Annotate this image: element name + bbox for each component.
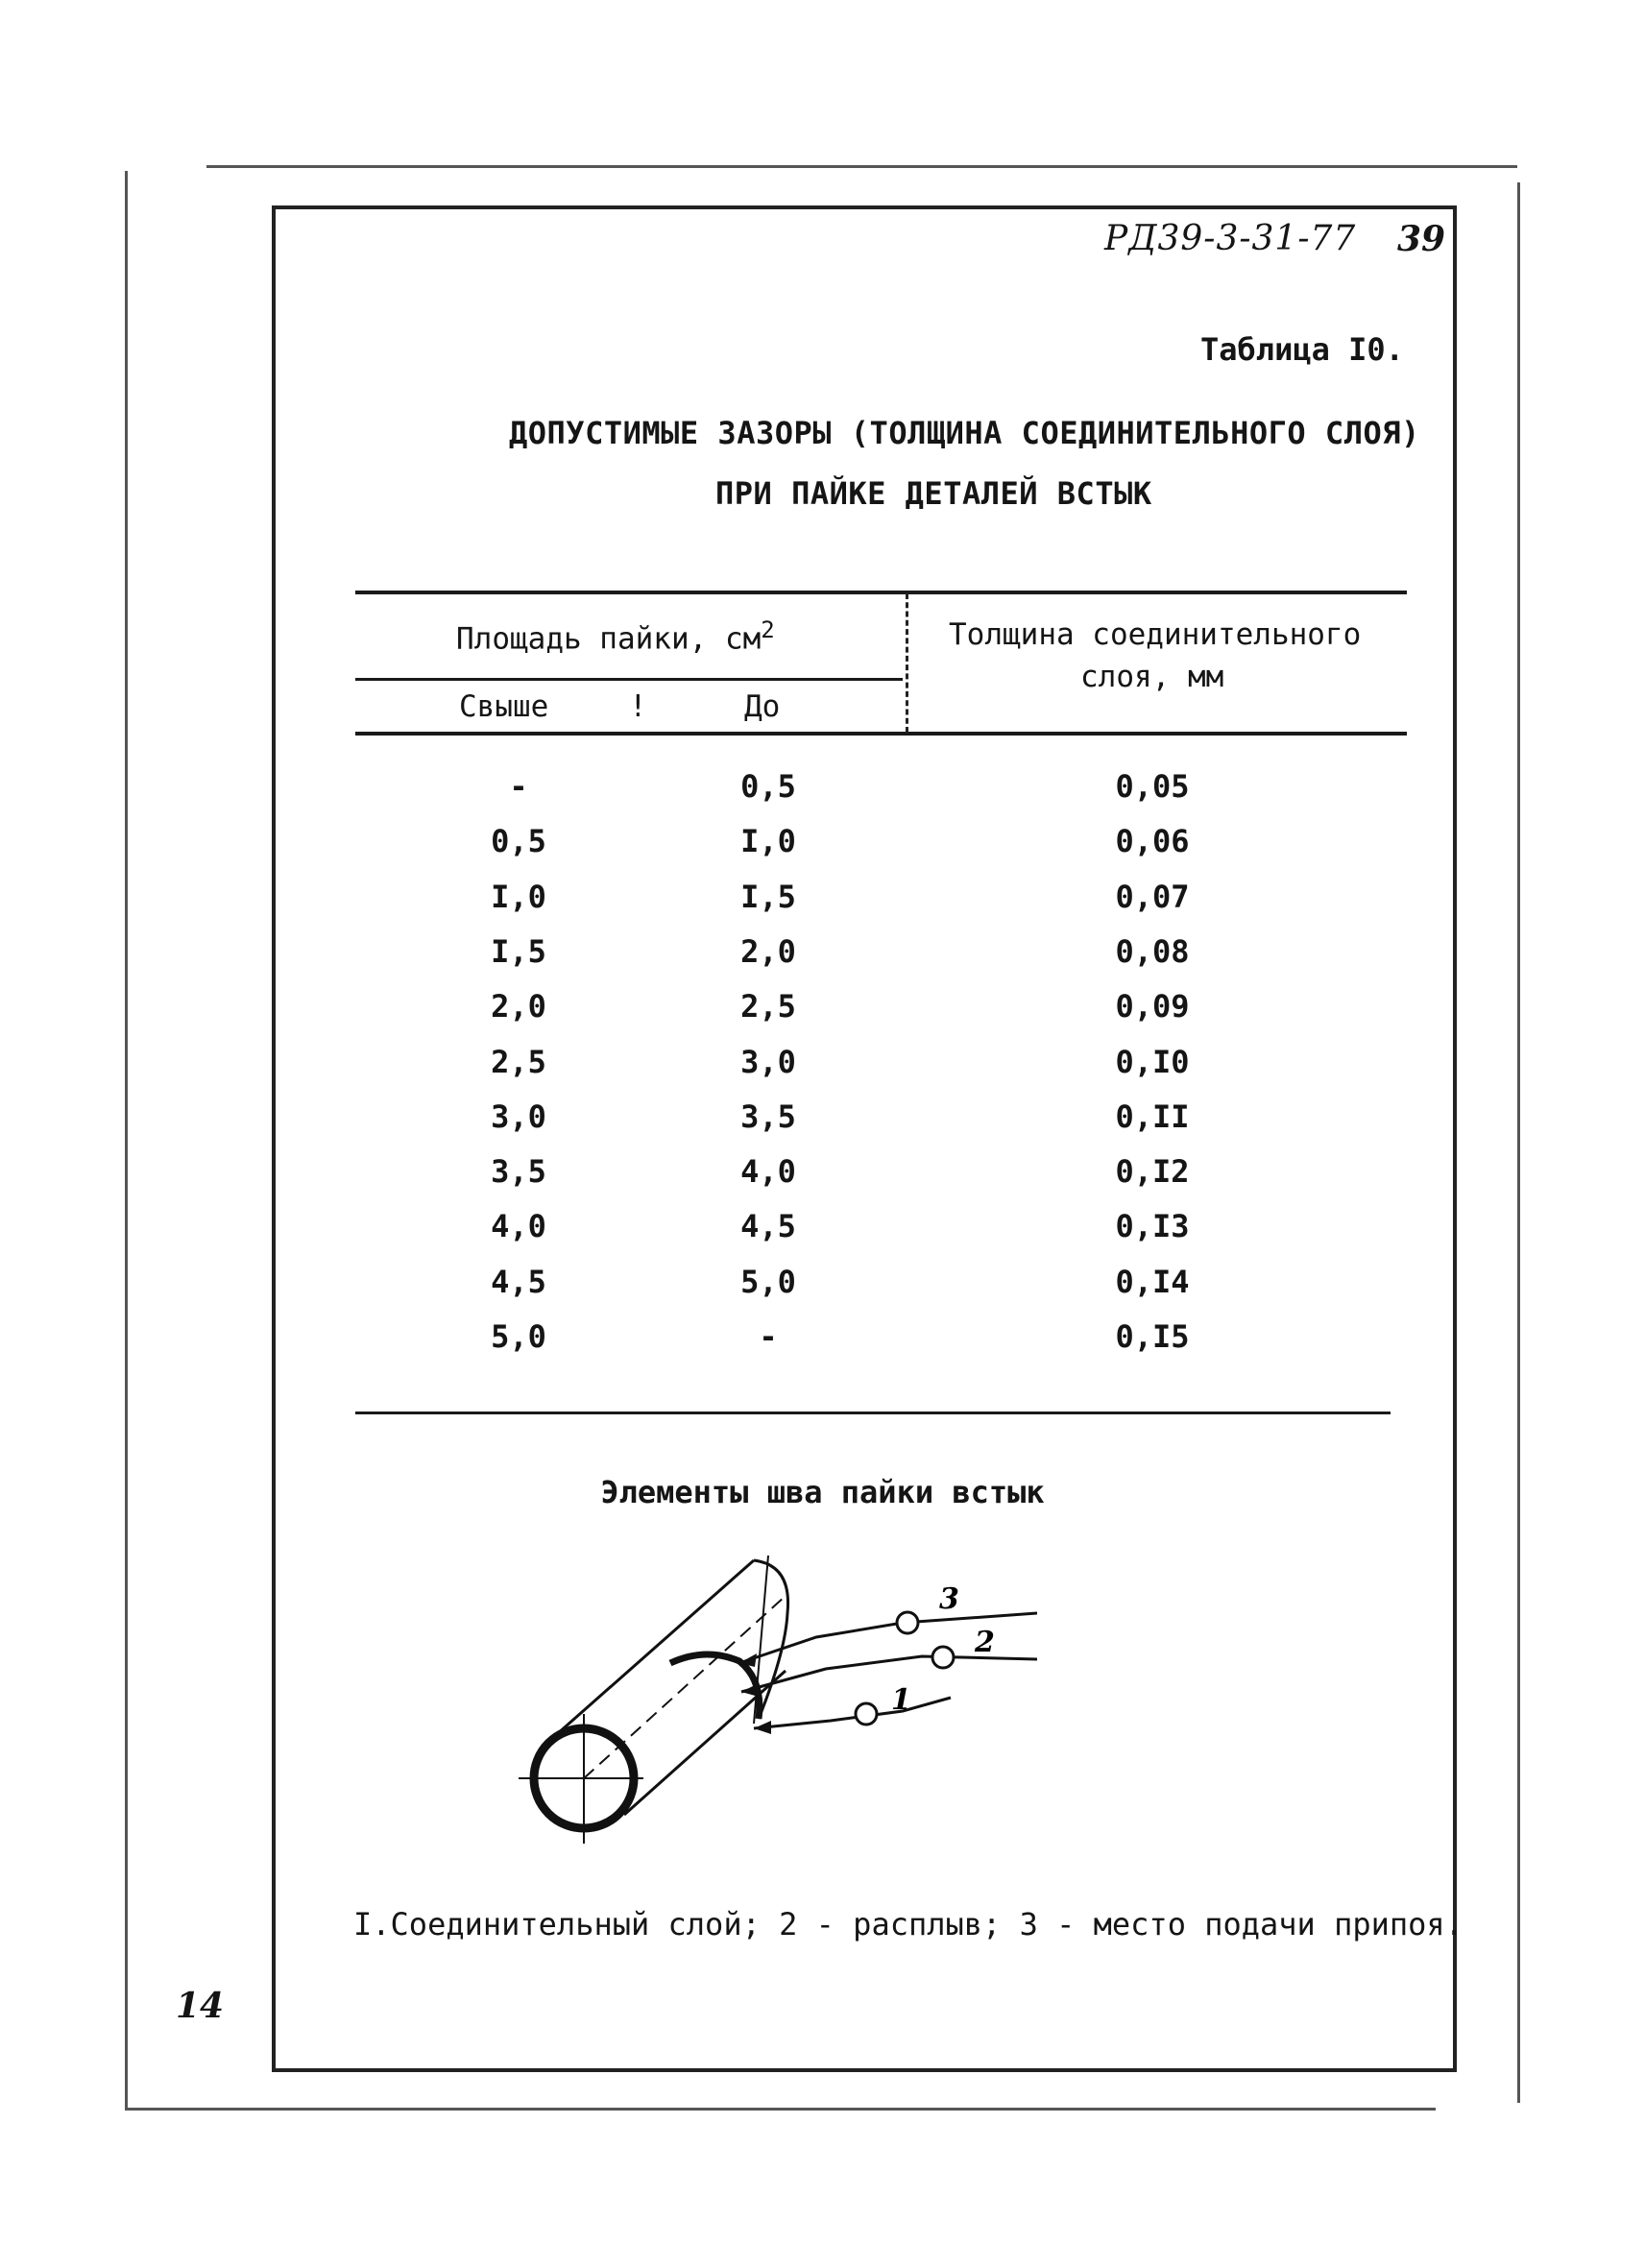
cell-over: 3,5 (491, 1153, 546, 1190)
cell-to: 0,5 (740, 768, 796, 805)
cell-over: 0,5 (491, 823, 546, 859)
callout-label-1: 1 (891, 1683, 911, 1717)
scan-edge-left (125, 171, 128, 2111)
table-title-line1: ДОПУСТИМЫЕ ЗАЗОРЫ (ТОЛЩИНА СОЕДИНИТЕЛЬНОГО СЛОЯ) (509, 415, 1420, 451)
cell-to: 4,5 (740, 1208, 796, 1244)
solder-joint-diagram (499, 1556, 1037, 1872)
table-top-rule (355, 591, 1407, 594)
cell-over: I,0 (491, 879, 546, 915)
cell-to: 5,0 (740, 1264, 796, 1300)
scan-edge-bottom (125, 2108, 1436, 2111)
leader-line-1 (754, 1698, 951, 1728)
cell-thickness: 0,06 (1115, 823, 1190, 859)
header-thickness-line1: Толщина соединительного (949, 617, 1362, 652)
arrowhead-1 (754, 1721, 771, 1734)
cell-to: - (759, 1318, 778, 1355)
rod-top-edge (557, 1560, 754, 1734)
cell-over: 5,0 (491, 1318, 546, 1355)
callout-circle-2 (932, 1647, 954, 1668)
table-header-bottom-rule (355, 732, 1407, 736)
table-column-divider (906, 593, 908, 733)
cell-over: 4,5 (491, 1264, 546, 1300)
cell-to: I,5 (740, 879, 796, 915)
figure-legend: I.Соединительный слой; 2 - расплыв; 3 - место подачи припоя. (353, 1906, 1464, 1942)
callout-circle-3 (897, 1612, 918, 1633)
cell-thickness: 0,I0 (1115, 1044, 1190, 1080)
header-area-exponent: 2 (761, 616, 775, 643)
figure-caption: Элементы шва пайки встык (600, 1474, 1045, 1510)
page-number: 39 (1397, 219, 1446, 259)
cell-over: I,5 (491, 933, 546, 970)
cell-thickness: 0,09 (1115, 988, 1190, 1025)
cell-thickness: 0,I4 (1115, 1264, 1190, 1300)
header-thickness-line2: слоя, мм (1080, 660, 1224, 694)
cell-to: I,0 (740, 823, 796, 859)
cell-to: 2,0 (740, 933, 796, 970)
cell-thickness: 0,II (1115, 1098, 1190, 1135)
cell-to: 3,0 (740, 1044, 796, 1080)
cell-to: 4,0 (740, 1153, 796, 1190)
cell-over: 3,0 (491, 1098, 546, 1135)
cell-thickness: 0,05 (1115, 768, 1190, 805)
cell-thickness: 0,I2 (1115, 1153, 1190, 1190)
table-title-line2: ПРИ ПАЙКЕ ДЕТАЛЕЙ ВСТЫК (715, 475, 1152, 512)
header-area (456, 616, 775, 656)
cell-to: 2,5 (740, 988, 796, 1025)
header-to: До (744, 689, 781, 724)
header-over: Свыше (459, 689, 549, 724)
header-separator: ! (629, 689, 647, 724)
callout-label-2: 2 (975, 1626, 995, 1659)
table-subheader-rule (355, 678, 903, 681)
table-label: Таблица I0. (1200, 331, 1404, 368)
header-area-label: Площадь пайки, см (456, 621, 762, 657)
scan-edge-right (1517, 182, 1520, 2103)
scan-edge-top (206, 165, 1517, 168)
cell-thickness: 0,I3 (1115, 1208, 1190, 1244)
callout-label-3: 3 (939, 1582, 959, 1616)
cell-thickness: 0,07 (1115, 879, 1190, 915)
margin-handwritten-note: 14 (176, 1986, 225, 2026)
cell-over: 2,0 (491, 988, 546, 1025)
cell-over: - (509, 768, 528, 805)
table-bottom-rule (355, 1411, 1391, 1414)
callout-circle-1 (856, 1703, 877, 1725)
document-code: РД39-3-31-77 (1104, 219, 1357, 258)
cell-to: 3,5 (740, 1098, 796, 1135)
cell-over: 4,0 (491, 1208, 546, 1244)
leader-line-2 (741, 1656, 1037, 1692)
cell-thickness: 0,08 (1115, 933, 1190, 970)
cell-over: 2,5 (491, 1044, 546, 1080)
cell-thickness: 0,I5 (1115, 1318, 1190, 1355)
